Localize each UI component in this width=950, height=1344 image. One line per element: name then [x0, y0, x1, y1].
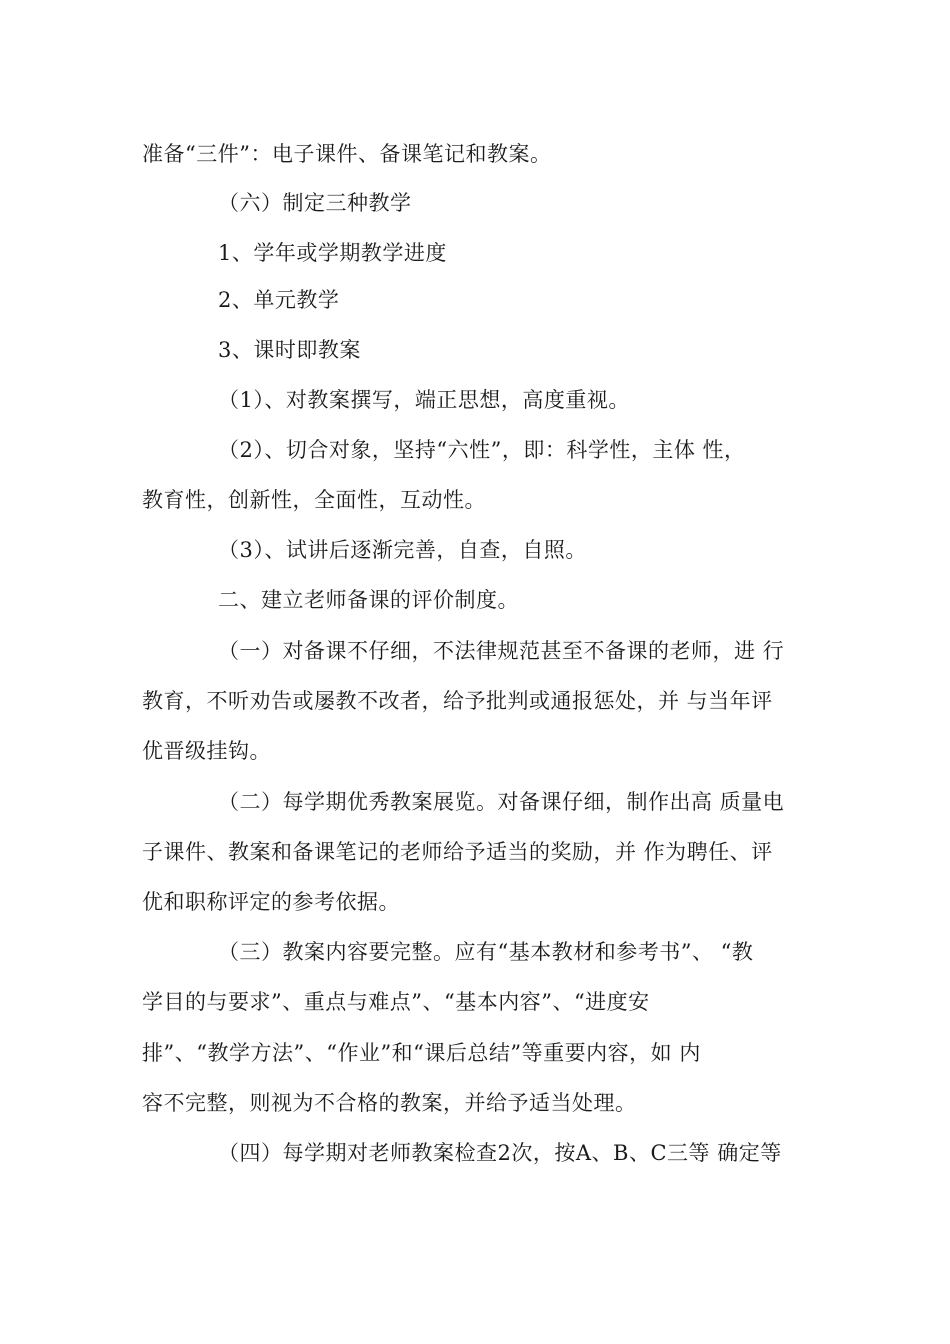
text-line: （四）每学期对老师教案检查2次，按A、B、C三等 确定等 [218, 1141, 782, 1165]
text-line: 容不完整，则视为不合格的教案，并给予适当处理。 [142, 1091, 637, 1115]
text-line: 子课件、教案和备课笔记的老师给予适当的奖励，并 作为聘任、评 [142, 840, 773, 864]
text-line: 学目的与要求”、重点与难点”、“基本内容”、“进度安 [142, 990, 650, 1014]
text-line: （一）对备课不仔细，不法律规范甚至不备课的老师，进 行 [218, 639, 785, 663]
text-line: 优和职称评定的参考依据。 [142, 890, 400, 914]
text-line: （三）教案内容要完整。应有“基本教材和参考书”、 “教 [218, 940, 754, 964]
text-line: 排”、“教学方法”、“作业”和“课后总结”等重要内容，如 内 [142, 1041, 701, 1065]
section-heading: 二、建立老师备课的评价制度。 [218, 588, 519, 612]
list-item: 1、学年或学期教学进度 [218, 241, 447, 265]
text-line: 准备“三件”：电子课件、备课笔记和教案。 [142, 142, 552, 166]
list-item: 2、单元教学 [218, 288, 340, 312]
text-line: （3）、试讲后逐渐完善，自查，自照。 [218, 538, 587, 562]
list-item: 3、课时即教案 [218, 338, 361, 362]
text-line: （二）每学期优秀教案展览。对备课仔细，制作出高 质量电 [218, 790, 785, 814]
text-line: （2）、切合对象，坚持“六性”，即：科学性，主体 性， [218, 438, 746, 462]
text-line: 优晋级挂钩。 [142, 739, 271, 763]
text-line: 教育，不听劝告或屡教不改者，给予批判或通报惩处，并 与当年评 [142, 689, 773, 713]
text-line: （1）、对教案撰写，端正思想，高度重视。 [218, 388, 630, 412]
section-heading: （六）制定三种教学 [218, 191, 412, 215]
text-line: 教育性，创新性，全面性，互动性。 [142, 488, 486, 512]
